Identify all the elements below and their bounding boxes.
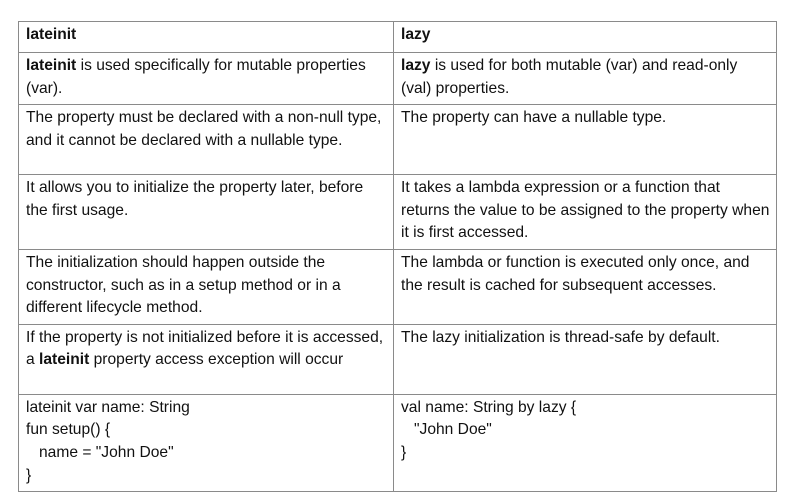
cell-lazy-mutability	[394, 53, 777, 105]
keyword-lateinit: lateinit	[39, 351, 90, 369]
code-line: fun setup() {	[26, 421, 111, 439]
code-line: val name: String by lazy {	[401, 398, 577, 416]
code-line: lateinit var name: String	[26, 398, 190, 416]
keyword-lazy: lazy	[401, 57, 431, 74]
table-row	[19, 394, 777, 491]
cell-lazy-caching: The lambda or function is executed only once, and the result is cached for subsequent accesses.	[394, 249, 777, 324]
comparison-table-container	[18, 21, 776, 492]
cell-lateinit-mutability	[19, 53, 394, 105]
cell-text: is used specifically for mutable properties (var).	[26, 57, 366, 97]
table-row	[19, 105, 777, 175]
header-row	[19, 22, 777, 53]
cell-text: If the property is not initialized before it is accessed, a	[26, 328, 384, 369]
table-row	[19, 175, 777, 250]
code-line: "John Doe"	[401, 421, 492, 439]
cell-lateinit-nullability: The property must be declared with a non-null type, and it cannot be declared with a nullable type.	[19, 105, 394, 175]
cell-lazy-thread-safety: The lazy initialization is thread-safe by default.	[394, 324, 777, 394]
cell-lazy-initialization: It takes a lambda expression or a function that returns the value to be assigned to the property when it is first accessed.	[394, 175, 777, 250]
cell-lateinit-initialization: It allows you to initialize the property later, before the first usage.	[19, 175, 394, 250]
table-row	[19, 249, 777, 324]
cell-lateinit-exception	[19, 324, 394, 394]
cell-text: property access exception will occur	[89, 351, 344, 369]
comparison-table	[18, 21, 777, 492]
cell-lazy-code-example	[394, 394, 777, 491]
table-row	[19, 324, 777, 394]
table-row	[19, 53, 777, 105]
cell-lazy-nullability: The property can have a nullable type.	[394, 105, 777, 175]
cell-lateinit-code-example	[19, 394, 394, 491]
cell-text: is used for both mutable (var) and read-only (val) properties.	[401, 57, 738, 97]
code-line: }	[26, 466, 32, 484]
cell-lateinit-location: The initialization should happen outside the constructor, such as in a setup method or in a different lifecycle method.	[19, 249, 394, 324]
header-lateinit: lateinit	[19, 22, 394, 53]
code-line: }	[401, 443, 407, 461]
code-line: name = "John Doe"	[26, 443, 174, 461]
header-lazy: lazy	[394, 22, 777, 53]
keyword-lateinit: lateinit	[26, 57, 77, 74]
